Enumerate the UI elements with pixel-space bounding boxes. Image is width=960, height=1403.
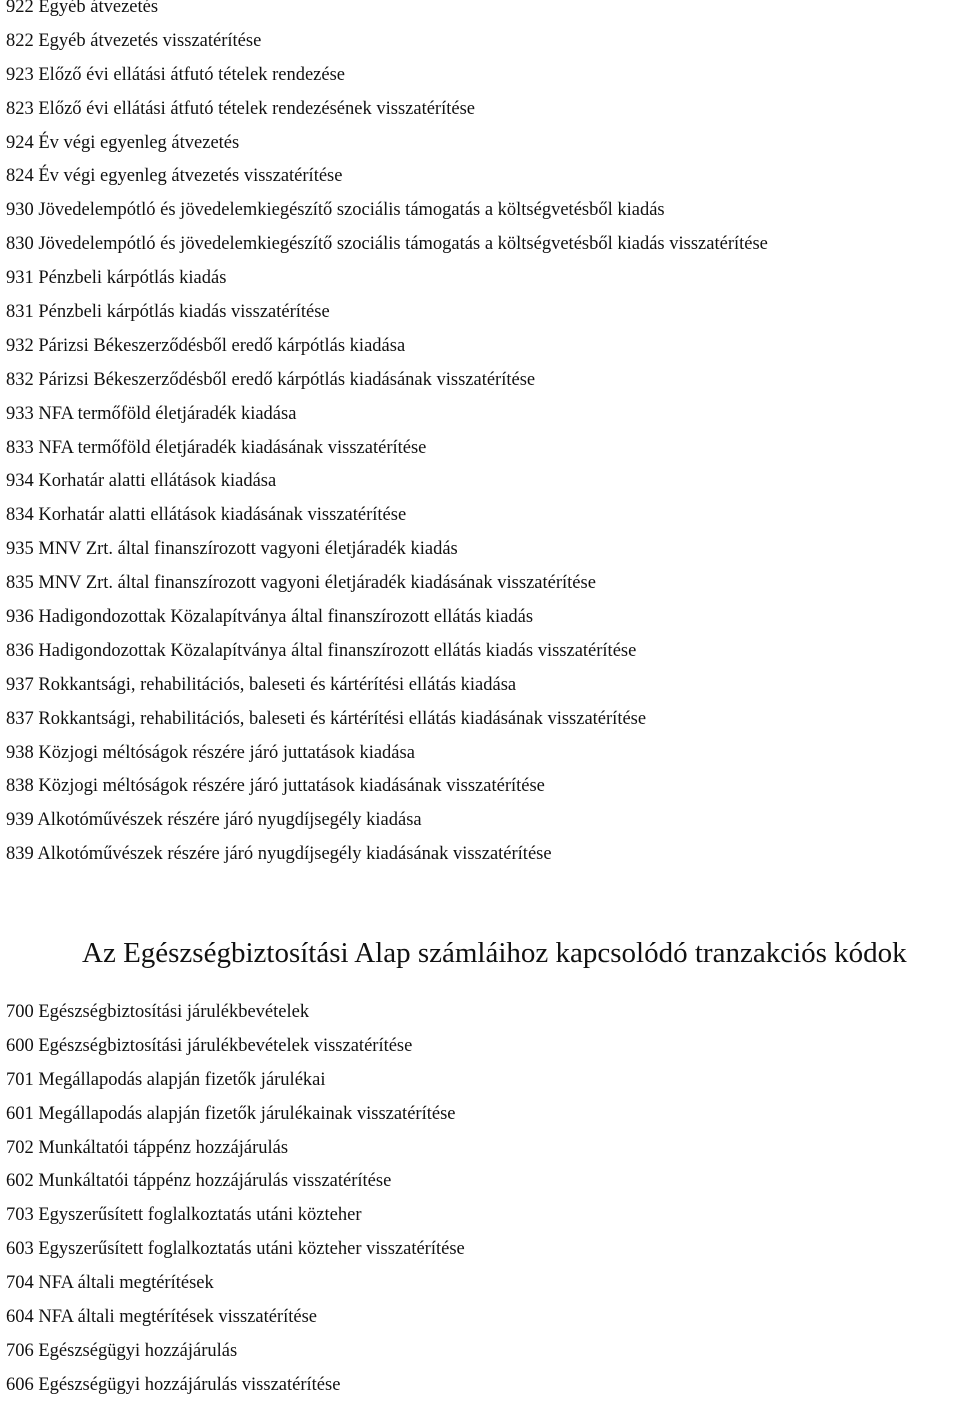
section-heading: Az Egészségbiztosítási Alap számláihoz kapcsolódó tranzakciós kódok (82, 937, 907, 969)
list-item: 822 Egyéb átvezetés visszatérítése (6, 30, 262, 51)
list-item: 703 Egyszerűsített foglalkoztatás utáni közteher (6, 1205, 362, 1226)
list-item: 838 Közjogi méltóságok részére járó juttatások kiadásának visszatérítése (6, 776, 545, 797)
list-item: 931 Pénzbeli kárpótlás kiadás (6, 268, 227, 289)
list-item: 924 Év végi egyenleg átvezetés (6, 132, 240, 153)
list-item: 706 Egészségügyi hozzájárulás (6, 1340, 238, 1361)
list-item: 824 Év végi egyenleg átvezetés visszatérítése (6, 166, 343, 187)
list-item: 600 Egészségbiztosítási járulékbevételek visszatérítése (6, 1035, 413, 1056)
list-item: 839 Alkotóművészek részére járó nyugdíjsegély kiadásának visszatérítése (6, 844, 552, 865)
list-item: 702 Munkáltatói táppénz hozzájárulás (6, 1137, 289, 1158)
list-item: 933 NFA termőföld életjáradék kiadása (6, 403, 297, 424)
list-item: 601 Megállapodás alapján fizetők járulékainak visszatérítése (6, 1103, 456, 1124)
list-item: 823 Előző évi ellátási átfutó tételek rendezésének visszatérítése (6, 98, 475, 119)
list-item: 602 Munkáltatói táppénz hozzájárulás visszatérítése (6, 1171, 392, 1192)
list-item: 606 Egészségügyi hozzájárulás visszatérítése (6, 1374, 341, 1395)
list-item: 934 Korhatár alatti ellátások kiadása (6, 471, 277, 492)
list-item: 831 Pénzbeli kárpótlás kiadás visszatérítése (6, 302, 330, 323)
list-item: 935 MNV Zrt. által finanszírozott vagyoni életjáradék kiadás (6, 539, 458, 560)
list-item: 837 Rokkantsági, rehabilitációs, baleseti és kártérítési ellátás kiadásának visszatérítése (6, 708, 647, 729)
list-item: 603 Egyszerűsített foglalkoztatás utáni közteher visszatérítése (6, 1239, 465, 1260)
list-item: 835 MNV Zrt. által finanszírozott vagyoni életjáradék kiadásának visszatérítése (6, 573, 596, 594)
transaction-code-list-health-insurance (6, 996, 956, 1403)
list-item: 830 Jövedelempótló és jövedelemkiegészítő szociális támogatás a költségvetésből kiadás visszatérítése (6, 234, 768, 255)
list-item: 701 Megállapodás alapján fizetők járulékai (6, 1069, 326, 1090)
list-item: 922 Egyéb átvezetés (6, 0, 159, 17)
list-item: 836 Hadigondozottak Közalapítványa által finanszírozott ellátás kiadás visszatérítése (6, 640, 637, 661)
list-item: 932 Párizsi Békeszerződésből eredő kárpótlás kiadása (6, 335, 406, 356)
list-item: 930 Jövedelempótló és jövedelemkiegészítő szociális támogatás a költségvetésből kiadás (6, 200, 665, 221)
transaction-code-list-pension (6, 0, 956, 872)
list-item: 833 NFA termőföld életjáradék kiadásának visszatérítése (6, 437, 427, 458)
list-item: 832 Párizsi Békeszerződésből eredő kárpótlás kiadásának visszatérítése (6, 369, 536, 390)
list-item: 939 Alkotóművészek részére járó nyugdíjsegély kiadása (6, 810, 422, 831)
list-item: 604 NFA általi megtérítések visszatérítése (6, 1307, 317, 1328)
list-item: 937 Rokkantsági, rehabilitációs, baleseti és kártérítési ellátás kiadása (6, 674, 517, 695)
list-item: 834 Korhatár alatti ellátások kiadásának visszatérítése (6, 505, 407, 526)
list-item: 923 Előző évi ellátási átfutó tételek rendezése (6, 64, 346, 85)
list-item: 700 Egészségbiztosítási járulékbevételek (6, 1002, 310, 1022)
list-item: 938 Közjogi méltóságok részére járó juttatások kiadása (6, 742, 415, 763)
list-item: 936 Hadigondozottak Közalapítványa által finanszírozott ellátás kiadás (6, 607, 534, 628)
list-item: 704 NFA általi megtérítések (6, 1273, 214, 1294)
